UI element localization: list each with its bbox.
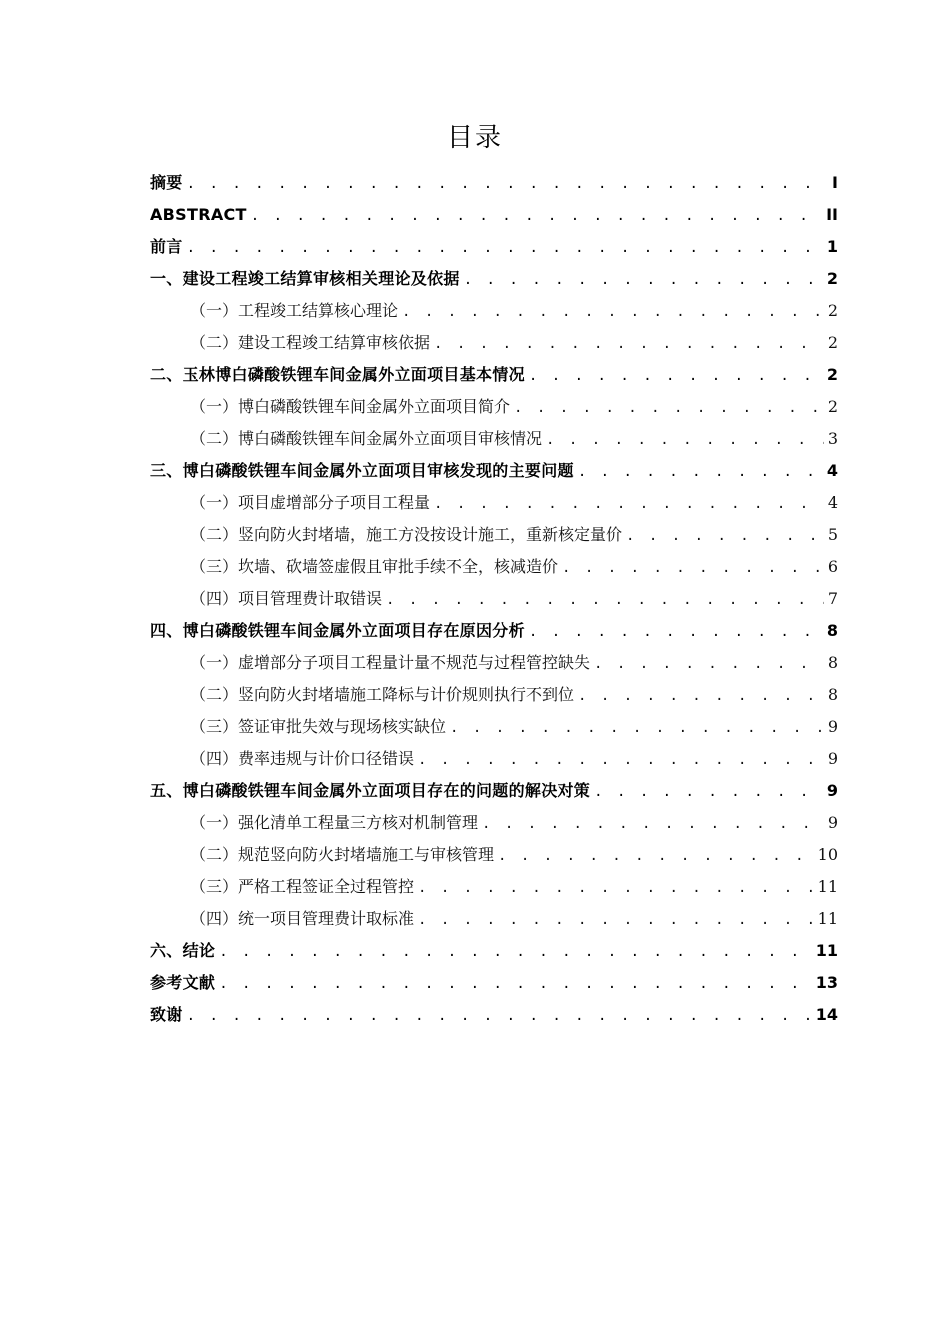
toc-entry-page-number: 3	[827, 429, 838, 448]
toc-entry-page-number: 7	[827, 589, 838, 608]
toc-entry-label: 参考文献	[150, 973, 216, 992]
dot-leader	[418, 744, 824, 776]
toc-chapter-entry[interactable]	[150, 967, 838, 999]
toc-entry-page-number: 13	[815, 973, 838, 992]
toc-entry-label: （一）虚增部分子项目工程量计量不规范与过程管控缺失	[190, 653, 591, 672]
toc-section-entry[interactable]	[150, 295, 838, 327]
toc-entry-page-number: 11	[817, 877, 838, 896]
toc-chapter-entry[interactable]	[150, 455, 838, 487]
dot-leader	[187, 1000, 812, 1032]
toc-entry-label: （二）竖向防火封堵墙施工降标与计价规则执行不到位	[190, 685, 575, 704]
toc-section-entry[interactable]	[150, 487, 838, 519]
dot-leader	[418, 872, 814, 904]
toc-entry-page-number: 10	[817, 845, 838, 864]
toc-entry-label: （一）项目虚增部分子项目工程量	[190, 493, 431, 512]
toc-section-entry[interactable]	[150, 391, 838, 423]
toc-entry-label: （四）项目管理费计取错误	[190, 589, 383, 608]
toc-section-entry[interactable]	[150, 871, 838, 903]
dot-leader	[498, 840, 814, 872]
dot-leader	[562, 552, 824, 584]
toc-entry-label: ABSTRACT	[150, 205, 247, 224]
toc-entry-label: （三）严格工程签证全过程管控	[190, 877, 415, 896]
dot-leader	[219, 968, 812, 1000]
toc-section-entry[interactable]	[150, 807, 838, 839]
toc-entry-page-number: 1	[826, 237, 838, 256]
toc-section-entry[interactable]	[150, 839, 838, 871]
dot-leader	[418, 904, 814, 936]
toc-chapter-entry[interactable]	[150, 615, 838, 647]
dot-leader	[514, 392, 824, 424]
toc-entry-label: （二）建设工程竣工结算审核依据	[190, 333, 431, 352]
toc-entry-page-number: 11	[815, 941, 838, 960]
dot-leader	[219, 936, 812, 968]
dot-leader	[578, 456, 823, 488]
dot-leader	[594, 648, 824, 680]
toc-section-entry[interactable]	[150, 647, 838, 679]
toc-entry-page-number: 2	[827, 333, 838, 352]
dot-leader	[386, 584, 824, 616]
dot-leader	[402, 296, 824, 328]
toc-entry-label: （一）工程竣工结算核心理论	[190, 301, 399, 320]
toc-entry-label: （二）博白磷酸铁锂车间金属外立面项目审核情况	[190, 429, 543, 448]
toc-entry-page-number: 9	[827, 717, 838, 736]
toc-entry-label: （一）博白磷酸铁锂车间金属外立面项目简介	[190, 397, 511, 416]
dot-leader	[626, 520, 824, 552]
dot-leader	[251, 200, 822, 232]
toc-entry-page-number: 11	[817, 909, 838, 928]
toc-title: 目录	[446, 123, 503, 153]
toc-entry-page-number: 5	[827, 525, 838, 544]
toc-section-entry[interactable]	[150, 551, 838, 583]
toc-entry-label: 三、博白磷酸铁锂车间金属外立面项目审核发现的主要问题	[150, 461, 574, 480]
toc-entry-label: 前言	[150, 237, 183, 256]
dot-leader	[529, 616, 823, 648]
toc-section-entry[interactable]	[150, 743, 838, 775]
toc-entry-label: 摘要	[150, 173, 183, 192]
toc-entry-page-number: 2	[826, 269, 838, 288]
toc-entry-page-number: 2	[827, 301, 838, 320]
toc-entry-page-number: 9	[827, 749, 838, 768]
toc-entry-page-number: 4	[827, 493, 838, 512]
toc-entry-page-number: I	[832, 173, 838, 192]
toc-entry-label: （三）签证审批失效与现场核实缺位	[190, 717, 447, 736]
toc-chapter-entry[interactable]	[150, 167, 838, 199]
toc-chapter-entry[interactable]	[150, 935, 838, 967]
toc-entry-label: （二）竖向防火封堵墙，施工方没按设计施工，重新核定量价	[190, 525, 623, 544]
dot-leader	[482, 808, 824, 840]
toc-entry-page-number: 8	[827, 653, 838, 672]
dot-leader	[578, 680, 824, 712]
dot-leader	[546, 424, 824, 456]
toc-chapter-entry[interactable]	[150, 199, 838, 231]
toc-entry-page-number: 2	[826, 365, 838, 384]
toc-section-entry[interactable]	[150, 519, 838, 551]
toc-section-entry[interactable]	[150, 327, 838, 359]
toc-entry-label: （四）统一项目管理费计取标准	[190, 909, 415, 928]
toc-entry-label: （二）规范竖向防火封堵墙施工与审核管理	[190, 845, 495, 864]
toc-entry-page-number: 4	[826, 461, 838, 480]
toc-entry-label: 二、玉林博白磷酸铁锂车间金属外立面项目基本情况	[150, 365, 525, 384]
toc-chapter-entry[interactable]	[150, 231, 838, 263]
toc-section-entry[interactable]	[150, 903, 838, 935]
toc-entry-page-number: 14	[815, 1005, 838, 1024]
toc-entry-page-number: 9	[827, 813, 838, 832]
toc-chapter-entry[interactable]	[150, 999, 838, 1031]
dot-leader	[529, 360, 823, 392]
toc-entry-page-number: 8	[826, 621, 838, 640]
toc-entry-label: 四、博白磷酸铁锂车间金属外立面项目存在原因分析	[150, 621, 525, 640]
toc-entry-label: （三）坎墙、砍墙签虚假且审批手续不全，核减造价	[190, 557, 559, 576]
dot-leader	[434, 488, 824, 520]
toc-entry-label: 五、博白磷酸铁锂车间金属外立面项目存在的问题的解决对策	[150, 781, 591, 800]
dot-leader	[187, 168, 824, 200]
dot-leader	[450, 712, 824, 744]
dot-leader	[464, 264, 823, 296]
toc-section-entry[interactable]	[150, 583, 838, 615]
toc-section-entry[interactable]	[150, 679, 838, 711]
toc-chapter-entry[interactable]	[150, 263, 838, 295]
dot-leader	[594, 776, 823, 808]
toc-entry-page-number: II	[826, 205, 838, 224]
toc-entry-label: 致谢	[150, 1005, 183, 1024]
toc-entry-page-number: 2	[827, 397, 838, 416]
toc-entry-page-number: 6	[827, 557, 838, 576]
toc-chapter-entry[interactable]	[150, 359, 838, 391]
dot-leader	[434, 328, 824, 360]
toc-entry-page-number: 9	[826, 781, 838, 800]
table-of-contents	[150, 167, 838, 1031]
toc-entry-label: 一、建设工程竣工结算审核相关理论及依据	[150, 269, 460, 288]
toc-entry-page-number: 8	[827, 685, 838, 704]
toc-section-entry[interactable]	[150, 423, 838, 455]
toc-entry-label: （四）费率违规与计价口径错误	[190, 749, 415, 768]
toc-chapter-entry[interactable]	[150, 775, 838, 807]
dot-leader	[187, 232, 823, 264]
toc-section-entry[interactable]	[150, 711, 838, 743]
toc-entry-label: （一）强化清单工程量三方核对机制管理	[190, 813, 479, 832]
toc-entry-label: 六、结论	[150, 941, 216, 960]
